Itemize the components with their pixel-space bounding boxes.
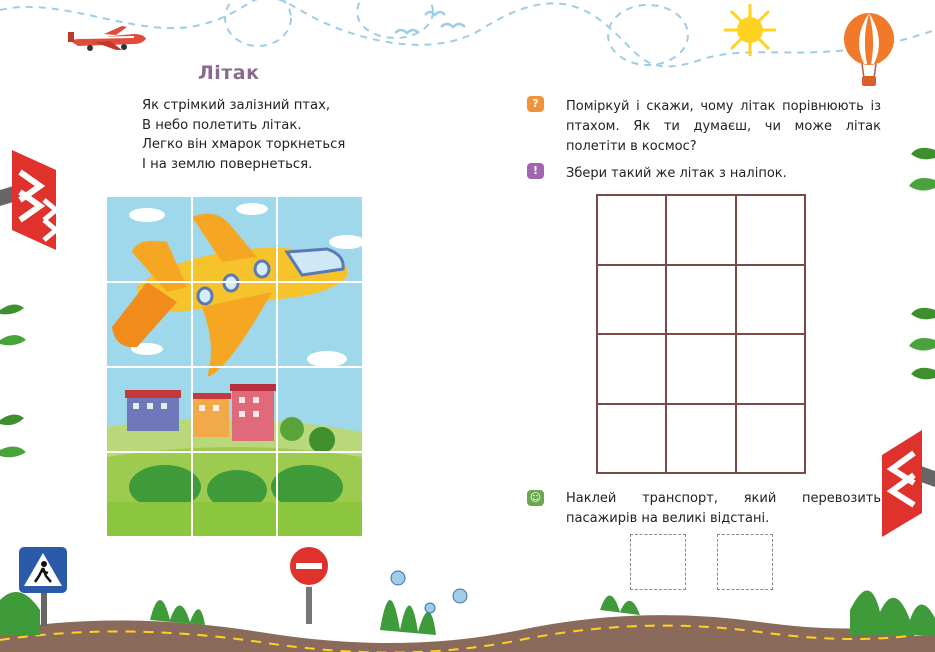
right-chevron-sign-illustration	[878, 425, 935, 543]
grid-cell[interactable]	[736, 265, 805, 335]
sticker-assembly-grid[interactable]	[596, 194, 806, 474]
right-foliage-illustration	[905, 140, 935, 410]
task-assemble-text: Збери такий же літак з наліпок.	[566, 166, 787, 181]
exclamation-icon: !	[527, 163, 544, 179]
poem-line: І на землю повернеться.	[142, 156, 313, 172]
birds-illustration	[395, 5, 475, 40]
question-icon: ?	[527, 96, 544, 112]
page-title: Літак	[198, 62, 260, 84]
left-foliage-illustration	[0, 290, 28, 480]
bottom-road-illustration	[0, 540, 935, 652]
poem-line: В небо полетить літак.	[142, 117, 302, 133]
grid-cell[interactable]	[597, 265, 666, 335]
sun-illustration	[723, 3, 777, 57]
grid-cell[interactable]	[597, 404, 666, 474]
grid-cell[interactable]	[597, 195, 666, 265]
no-entry-sign-illustration	[287, 544, 331, 624]
grid-cell[interactable]	[666, 195, 735, 265]
grid-cell[interactable]	[666, 265, 735, 335]
task-sticker-text: Наклей транспорт, який перевозить пасажирів на великі відстані.	[566, 491, 881, 526]
grid-cell[interactable]	[597, 334, 666, 404]
grid-cell[interactable]	[666, 404, 735, 474]
small-airplane-illustration	[64, 20, 149, 54]
sticker-icon: ☺	[527, 490, 544, 506]
poem-line: Легко він хмарок торкнеться	[142, 137, 346, 153]
airplane-puzzle-picture	[107, 197, 362, 536]
poem	[142, 96, 345, 174]
task-question-text: Поміркуй і скажи, чому літак порівнюють із птахом. Як ти думаєш, чи може літак полетіти в космос?	[566, 99, 881, 154]
left-chevron-sign-illustration	[0, 140, 62, 260]
grid-cell[interactable]	[736, 195, 805, 265]
grid-cell[interactable]	[666, 334, 735, 404]
poem-line: Як стрімкий залізний птах,	[142, 98, 331, 113]
grid-cell[interactable]	[736, 404, 805, 474]
grid-cell[interactable]	[736, 334, 805, 404]
pedestrian-crossing-sign-illustration	[18, 546, 70, 626]
hot-air-balloon-illustration	[842, 12, 896, 92]
